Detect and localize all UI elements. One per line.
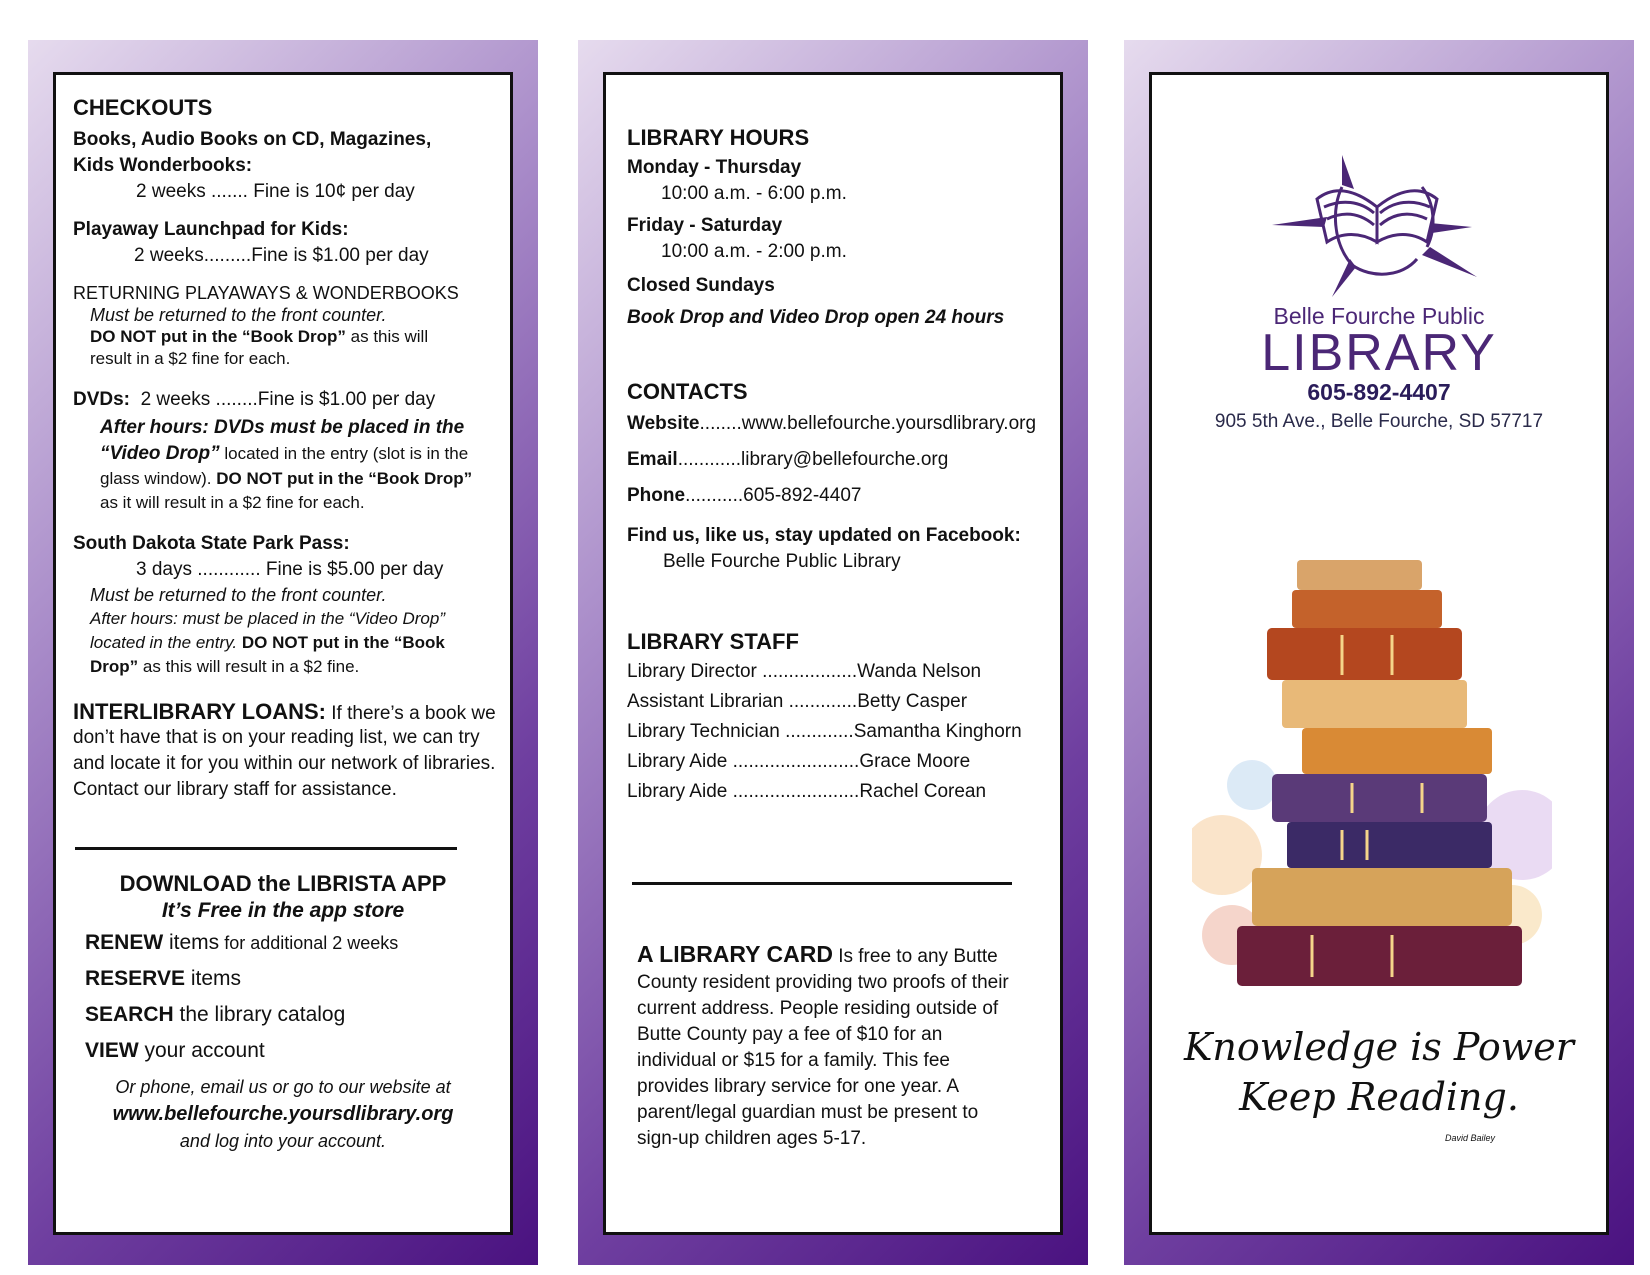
facebook-value[interactable]: Belle Fourche Public Library	[663, 551, 901, 572]
app-heading: DOWNLOAD the LIBRISTA APP	[119, 871, 447, 896]
reserve-line: RESERVE items	[85, 967, 242, 990]
hours-heading: LIBRARY HOURS	[627, 125, 810, 150]
checkouts-heading: CHECKOUTS	[73, 95, 213, 120]
website-link[interactable]: www.bellefourche.yoursdlibrary.org	[112, 1103, 454, 1125]
dvd-line: DVDs: 2 weeks ........Fine is $1.00 per day	[73, 389, 436, 410]
park-line4: Drop” as this will result in a $2 fine.	[90, 657, 360, 676]
closed-sundays: Closed Sundays	[627, 275, 775, 296]
app-subheading: It’s Free in the app store	[161, 899, 405, 922]
park-label: South Dakota State Park Pass:	[73, 533, 350, 554]
books-term: 2 weeks ....... Fine is 10¢ per day	[136, 181, 415, 202]
books-label-2: Kids Wonderbooks:	[73, 155, 253, 176]
contact-email[interactable]: Email............library@bellefourche.org	[627, 449, 949, 470]
stacked-books-illustration	[1192, 555, 1552, 995]
park-line1: Must be returned to the front counter.	[90, 585, 387, 605]
park-line3: located in the entry. DO NOT put in the “Book	[90, 633, 445, 652]
returning-line2: DO NOT put in the “Book Drop” as this will	[90, 327, 429, 346]
drop-hours: Book Drop and Video Drop open 24 hours	[627, 307, 1005, 328]
address: 905 5th Ave., Belle Fourche, SD 57717	[1214, 411, 1544, 432]
quote-line1: Knowledge is Power	[1184, 1025, 1574, 1069]
mon-thu-label: Monday - Thursday	[627, 157, 802, 178]
dvd-after-1: After hours: DVDs must be placed in the	[100, 417, 465, 438]
phone-number[interactable]: 605-892-4407	[1307, 379, 1451, 405]
mon-thu-hours: 10:00 a.m. - 6:00 p.m.	[661, 183, 847, 204]
logo-line1: Belle Fourche Public	[1273, 303, 1485, 329]
contact-phone[interactable]: Phone...........605-892-4407	[627, 485, 862, 506]
returning-line3: result in a $2 fine for each.	[90, 349, 291, 368]
library-card-paragraph: A LIBRARY CARD Is free to any Butte County resident providing two proofs of their current address. People residing outside of Butte County pay a fee of $10 for an individual or $15 for a family. This fee provides library service for one year. A parent/legal guardian must be present to sign-up children ages 5-17.	[637, 941, 1009, 1149]
staff-row: Assistant Librarian .............Betty Casper	[627, 691, 968, 712]
phone-email-line: Or phone, email us or go to our website at	[115, 1077, 451, 1097]
search-line: SEARCH the library catalog	[85, 1003, 346, 1026]
view-line: VIEW your account	[85, 1039, 265, 1062]
panel-info	[578, 40, 1088, 1265]
staff-row: Library Director ..................Wanda Nelson	[627, 661, 982, 682]
staff-row: Library Aide ........................Grace Moore	[627, 751, 971, 772]
ill-line3: and locate it for you within our network of libraries.	[73, 753, 496, 774]
park-line2: After hours: must be placed in the “Video Drop”	[90, 609, 445, 628]
divider	[632, 882, 1012, 885]
panel-checkouts-content	[53, 72, 513, 1235]
renew-line: RENEW items for additional 2 weeks	[85, 931, 399, 954]
ill-line4: Contact our library staff for assistance.	[73, 779, 397, 800]
dvd-after-4: as it will result in a $2 fine for each.	[100, 493, 365, 512]
logo-line2: LIBRARY	[1261, 324, 1497, 382]
dvd-after-2: “Video Drop” located in the entry (slot is in the	[100, 443, 469, 464]
park-term: 3 days ............ Fine is $5.00 per day	[136, 559, 444, 580]
contact-website[interactable]: Website........www.bellefourche.yoursdlibrary.org	[627, 413, 1037, 434]
divider	[75, 847, 457, 850]
dvd-after-3: glass window). DO NOT put in the “Book Drop”	[100, 469, 473, 488]
signature: David Bailey	[1445, 1133, 1496, 1143]
fri-sat-label: Friday - Saturday	[627, 215, 783, 236]
playaway-term: 2 weeks.........Fine is $1.00 per day	[134, 245, 429, 266]
playaway-label: Playaway Launchpad for Kids:	[73, 219, 349, 240]
quote-line2: Keep Reading.	[1239, 1075, 1519, 1119]
fri-sat-hours: 10:00 a.m. - 2:00 p.m.	[661, 241, 847, 262]
returning-heading: RETURNING PLAYAWAYS & WONDERBOOKS	[73, 283, 459, 303]
panel-info-content	[603, 72, 1063, 1235]
staff-heading: LIBRARY STAFF	[627, 629, 799, 654]
contacts-heading: CONTACTS	[627, 379, 748, 404]
facebook-label: Find us, like us, stay updated on Facebook:	[627, 525, 1021, 546]
books-label: Books, Audio Books on CD, Magazines,	[73, 129, 432, 150]
returning-line1: Must be returned to the front counter.	[90, 305, 387, 325]
staff-row: Library Aide ........................Rachel Corean	[627, 781, 987, 802]
panel-cover-content	[1149, 72, 1609, 1235]
staff-row: Library Technician .............Samantha Kinghorn	[627, 721, 1022, 742]
login-line: and log into your account.	[179, 1131, 387, 1151]
ill-line1: INTERLIBRARY LOANS: If there’s a book we	[73, 699, 496, 724]
panel-cover	[1124, 40, 1634, 1265]
open-book-compass-icon	[1272, 147, 1482, 307]
panel-checkouts	[28, 40, 538, 1265]
ill-line2: don’t have that is on your reading list, we can try	[73, 727, 480, 748]
